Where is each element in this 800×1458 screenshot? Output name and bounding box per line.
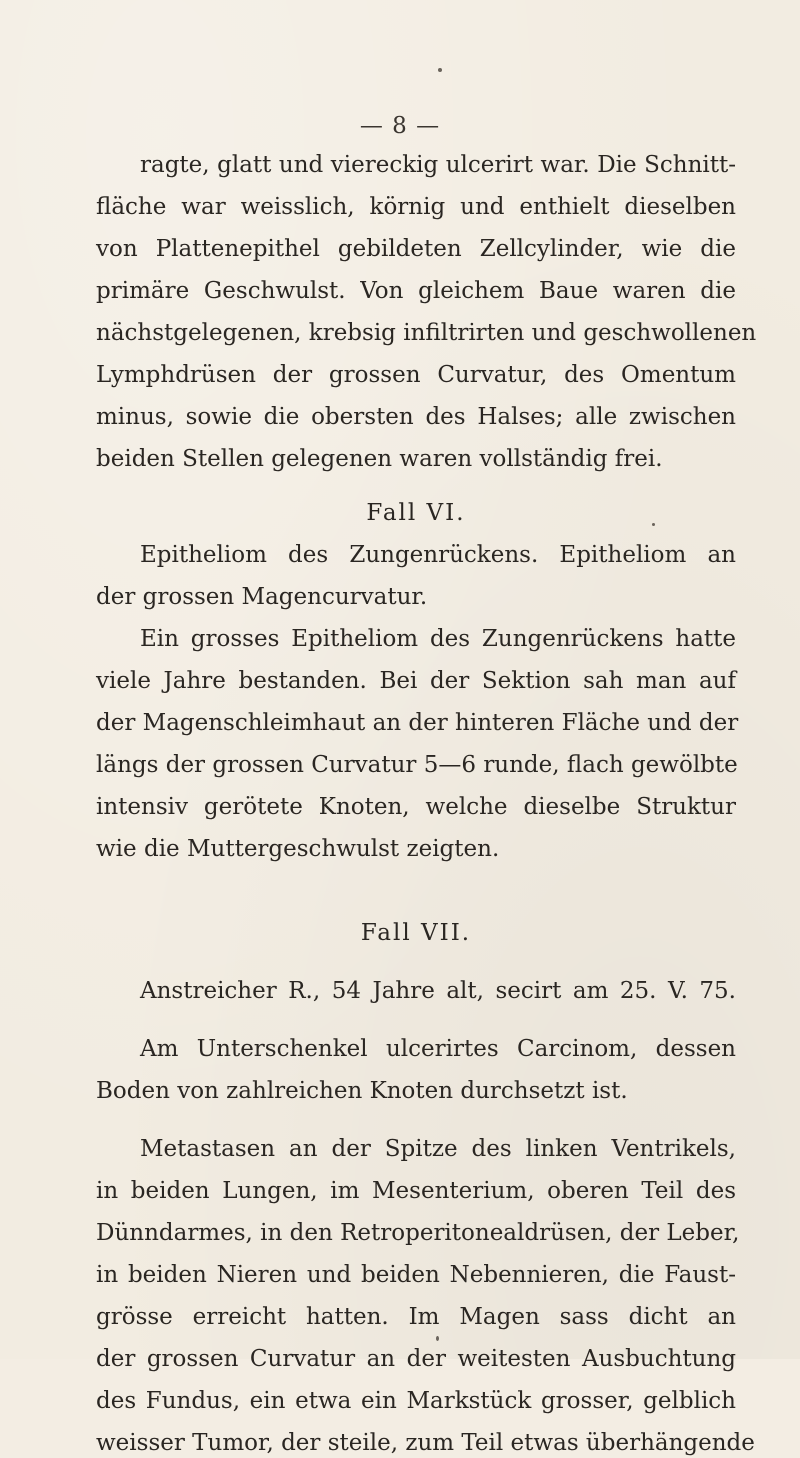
text-line: Epitheliom des Zungenrückens. Epitheliom an bbox=[140, 542, 736, 568]
text-line: beiden Stellen gelegenen waren vollständig frei. bbox=[96, 446, 663, 472]
text-line: fläche war weisslich, körnig und enthielt dieselben bbox=[96, 194, 736, 220]
text-line: Dünndarmes, in den Retroperitonealdrüsen, der Leber, bbox=[96, 1220, 740, 1246]
text-line: der grossen Curvatur an der weitesten Ausbuchtung bbox=[96, 1346, 736, 1372]
text-line: ragte, glatt und viereckig ulcerirt war. Die Schnitt- bbox=[140, 152, 736, 178]
text-line: längs der grossen Curvatur 5—6 runde, flach gewölbte bbox=[96, 752, 738, 778]
text-line: weisser Tumor, der steile, zum Teil etwas überhängende bbox=[96, 1430, 755, 1456]
text-line: in beiden Nieren und beiden Nebennieren, die Faust- bbox=[96, 1262, 736, 1288]
text-line: der Magenschleimhaut an der hinteren Fläche und der bbox=[96, 710, 739, 736]
paper-speck bbox=[438, 68, 442, 72]
text-line: primäre Geschwulst. Von gleichem Baue waren die bbox=[96, 278, 736, 304]
text-line: Anstreicher R., 54 Jahre alt, secirt am 25. V. 75. bbox=[140, 978, 736, 1004]
text-line: Ein grosses Epitheliom des Zungenrückens hatte bbox=[140, 626, 736, 652]
section-heading: Fall VI. bbox=[366, 500, 466, 526]
text-line: der grossen Magencurvatur. bbox=[96, 584, 428, 610]
text-line: Lymphdrüsen der grossen Curvatur, des Omentum bbox=[96, 362, 736, 388]
text-line: nächstgelegenen, krebsig infiltrirten und geschwollenen bbox=[96, 320, 757, 346]
text-line: intensiv gerötete Knoten, welche dieselbe Struktur bbox=[96, 794, 736, 820]
text-line: wie die Muttergeschwulst zeigten. bbox=[96, 836, 500, 862]
section-heading: Fall VII. bbox=[360, 920, 472, 946]
text-line: des Fundus, ein etwa ein Markstück grosser, gelblich bbox=[96, 1388, 736, 1414]
text-line: minus, sowie die obersten des Halses; alle zwischen bbox=[96, 404, 736, 430]
text-line: viele Jahre bestanden. Bei der Sektion sah man auf bbox=[96, 668, 736, 694]
text-line: in beiden Lungen, im Mesenterium, oberen Teil des bbox=[96, 1178, 736, 1204]
text-line: Boden von zahlreichen Knoten durchsetzt ist. bbox=[96, 1078, 628, 1104]
text-line: Metastasen an der Spitze des linken Ventrikels, bbox=[140, 1136, 736, 1162]
page-number: — 8 — bbox=[359, 113, 441, 139]
paper-speck bbox=[436, 1336, 439, 1341]
text-line: von Plattenepithel gebildeten Zellcylinder, wie die bbox=[96, 236, 736, 262]
text-line: Am Unterschenkel ulcerirtes Carcinom, dessen bbox=[140, 1036, 736, 1062]
text-line: grösse erreicht hatten. Im Magen sass dicht an bbox=[96, 1304, 736, 1330]
paper-speck bbox=[652, 523, 655, 526]
